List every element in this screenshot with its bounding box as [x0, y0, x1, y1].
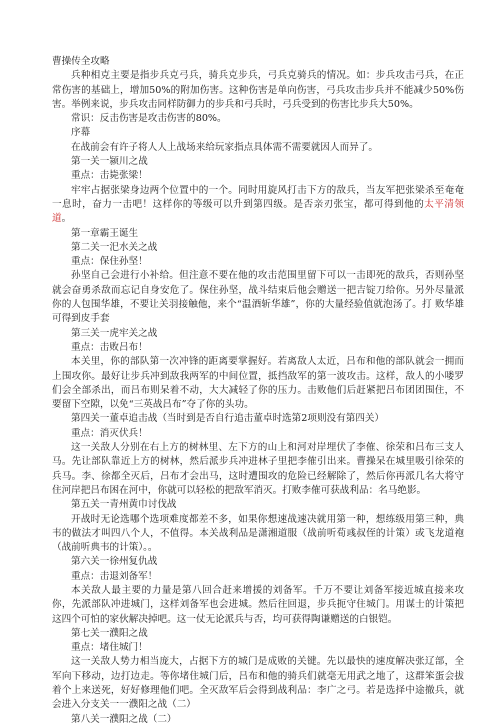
keypoint-level-6: 重点：击退刘备军！: [71, 570, 158, 582]
keypoint-level-2: 重点：保住孙坚！: [71, 256, 148, 268]
paragraph-level-1-text: 牢牢占据张梁身边两个位置中的一个。同时用旋风打击下方的敌兵，当友军把张梁杀至奄奄一息时，奋力一击吧！这样你的等级可以升到第四级。是否亲刃张宝，都可得到他的: [52, 184, 464, 210]
paragraph-level-1: [52, 184, 464, 227]
heading-level-5: 第五关一青州黄巾讨伐战: [71, 499, 177, 511]
paragraph-level-2: 孙坚自己会进行小补给。但注意不要在他的攻击范围里留下可以一击即死的敌兵，否则孙坚就会奋勇杀敌而忘记自身安危了。保住孙坚，战斗结束后他会赠送一把吉锭刀给你。另外尽量派你的人包围华雄，不要让关羽接触他，来个“温酒斩华雄”，你的大量经验值就泡汤了。打 败华雄可得到皮手套: [52, 270, 464, 325]
heading-level-2: 第二关一汜水关之战: [71, 241, 158, 253]
paragraph-level-4: 这一关敌人分别在右上方的树林里、左下方的山上和河对岸埋伏了李傕、徐荣和吕布三支人马。先让部队靠近上方的树林，然后派步兵冲进林子里把李傕引出来。曹操呆在城里吸引徐荣的兵马。李、徐都全灭后，吕布才会出马，这时遭围攻的危险已经解除了，然后你再派几名大将守住河岸把吕布困在河中，你就可以轻松的把敌军消灭。打败李傕可获战利品：名马绝影。: [52, 442, 464, 496]
paragraph-prologue: 在战前会有许子将人人上战场来给玩家指点具体需不需要就因人而异了。: [71, 141, 378, 153]
paragraph-intro: 兵种相克主要是指步兵克弓兵，骑兵克步兵，弓兵克骑兵的情况。如：步兵攻击弓兵，在正常伤害的基础上，增加50%的附加伤害。这种伤害是单向伤害，弓兵攻击步兵并不能减少50%伤害。举例来说，步兵攻击同样防御力的步兵和弓兵时，弓兵受到的伤害比步兵大50%。: [52, 70, 464, 110]
heading-level-1: 第一关一颍川之战: [71, 156, 148, 168]
keypoint-level-4: 重点：消灭伏兵！: [71, 427, 148, 439]
heading-level-7: 第七关一濮阳之战: [71, 627, 148, 639]
document-page: [52, 55, 464, 727]
keypoint-level-3: 重点：击败吕布！: [71, 341, 148, 353]
paragraph-level-6: 本关敌人最主要的力量是第八回合赶来增援的刘备军。千万不要让刘备军接近城直接来攻你，先派部队冲进城门，这样刘备军也会进城。然后往回退，步兵扼守住城门。用谋士的计策把这四个可怕的家伙解决掉吧。这一仗无论派兵与否，均可获得陶谦赠送的白银铠。: [52, 584, 464, 625]
heading-chapter-1: 第一章霸王诞生: [71, 227, 139, 239]
heading-level-8: 第八关一濮阳之战（二）: [71, 713, 177, 725]
heading-level-6: 第六关一徐州复仇战: [71, 556, 158, 568]
keypoint-level-1: 重点：击毙张梁！: [71, 170, 148, 182]
doc-title: 曹操传全攻略: [52, 56, 110, 67]
paragraph-level-7: 这一关敌人势力相当庞大，占据下方的城门是成败的关键。先以最快的速度解决张辽部，全军向下移动，边打边走。等你堵住城门后，吕布和他的骑兵们就毫无用武之地了，这群笨蛋会拔着个上来送死，好好修理他们吧。全灭敌军后会得到战利品：李广之弓。若是选择中途撤兵，就会进入分支关一一濮阳之战（二）: [52, 656, 464, 711]
paragraph-common-sense: 常识：反击伤害是攻击伤害的80%。: [71, 113, 227, 125]
heading-level-4: 第四关一董卓追击战（当时到是否自行追击董卓时选第2项则没有第四关）: [71, 413, 385, 425]
highlighted-item: 太平清领道: [52, 198, 465, 225]
heading-prologue: 序幕: [71, 127, 91, 139]
paragraph-level-5: 开战时无论选哪个选项难度都差不多，如果你想速战速决就用第一种，想练级用第三种，典韦的做法才叫四八个人，不值得。本关战利品是潇湘道服（战前听荀彧叔侄的计策）或飞龙道袍（战前听典韦的计策）。。: [52, 513, 464, 554]
paragraph-level-1-end: 。: [61, 213, 72, 225]
keypoint-level-7: 重点：堵住城门！: [71, 642, 148, 654]
heading-level-3: 第三关一虎牢关之战: [71, 327, 158, 339]
paragraph-level-3: 本关里，你的部队第一次冲锋的距离要掌握好。若离敌人太近，吕布和他的部队就会一拥而上围攻你。最好让步兵冲到敌我两军的中间位置，抵挡敌军的第一波攻击。这样，敌人的小喽罗们会全部杀出，而吕布则呆着不动，大大减轻了你的压力。击败他们后赶紧把吕布团团围住，不要留下空隙，以免“三英战吕布”夺了你的头功。: [52, 356, 464, 411]
